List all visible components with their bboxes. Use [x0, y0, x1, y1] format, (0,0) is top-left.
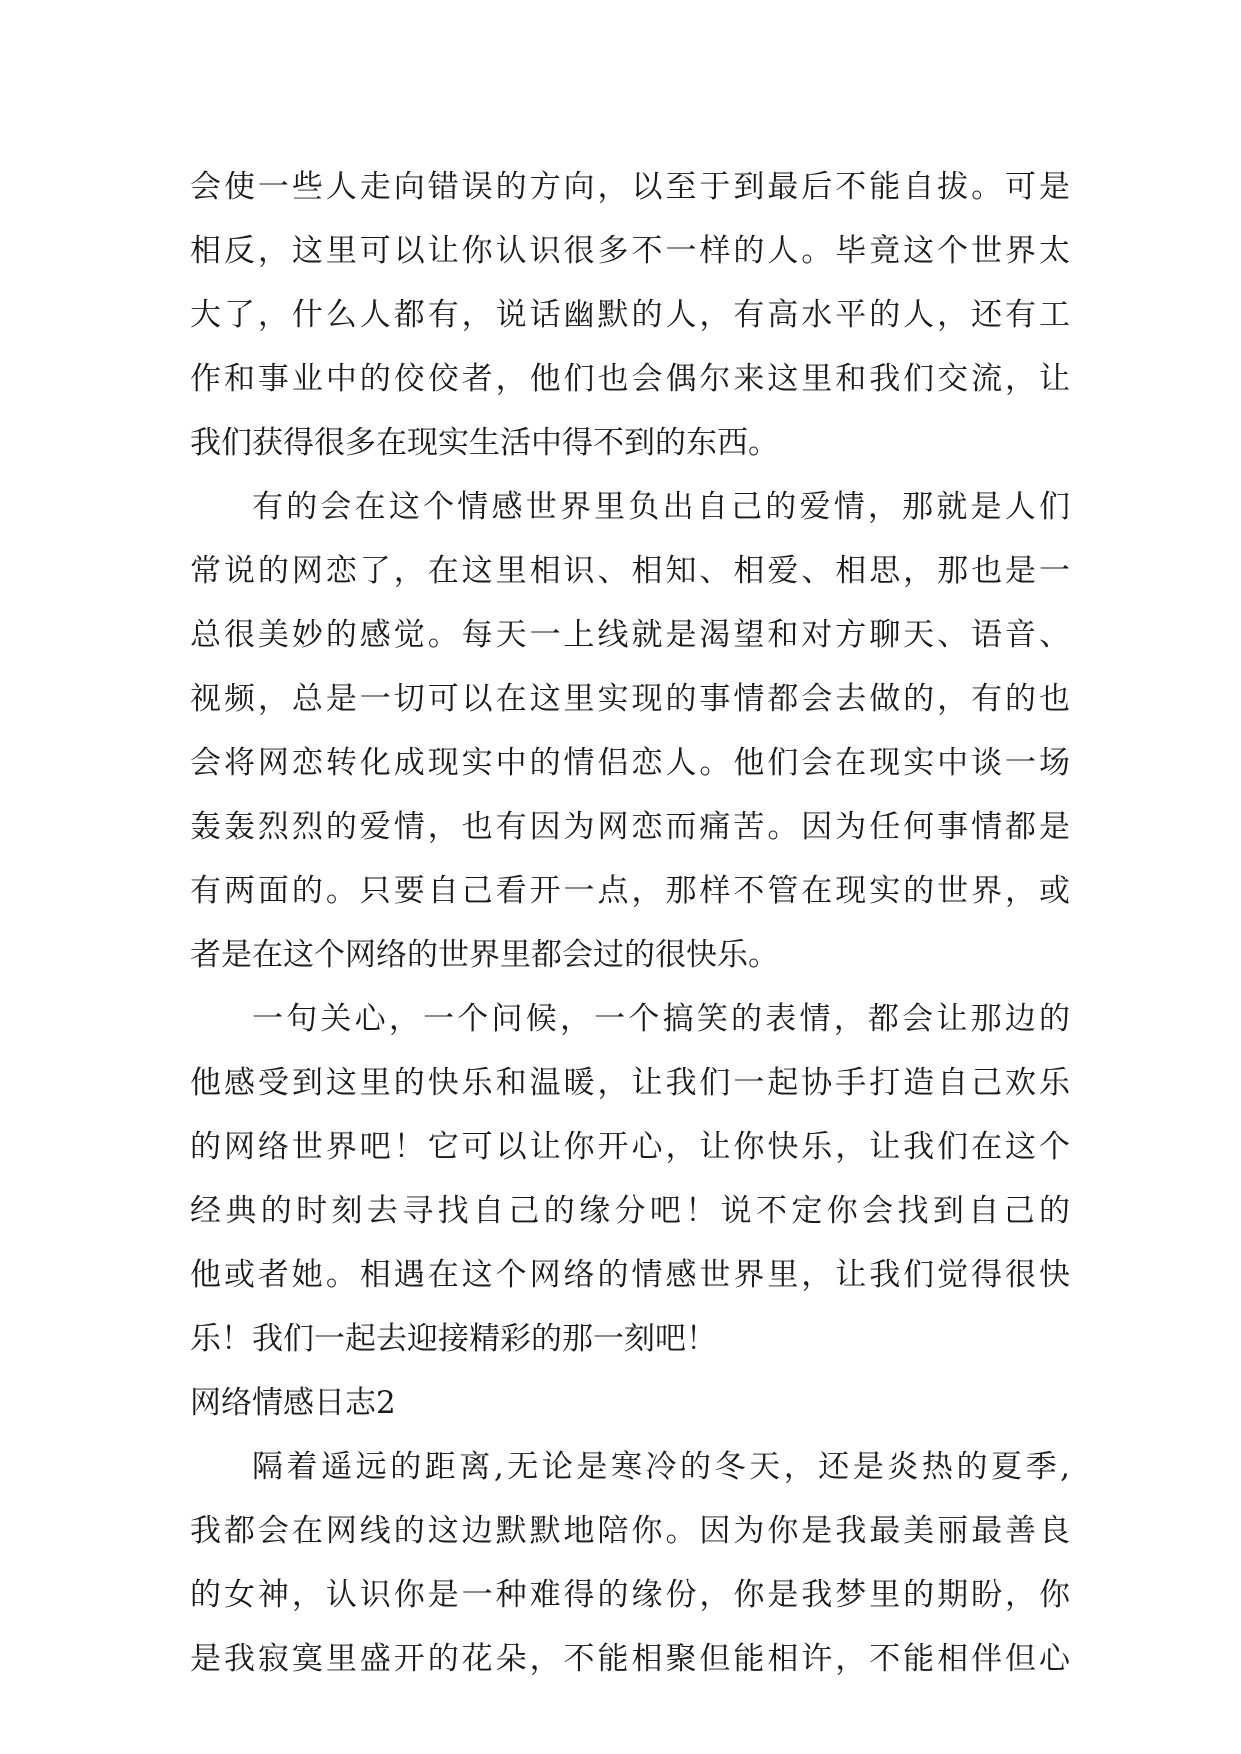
text-line: 轰轰烈烈的爱情，也有因为网恋而痛苦。因为任何事情都是 [190, 809, 1070, 845]
section-heading: 网络情感日志2 [190, 1385, 396, 1421]
text-line: 一句关心，一个问候，一个搞笑的表情，都会让那边的 [252, 1001, 1070, 1037]
text-line: 的女神，认识你是一种难得的缘份，你是我梦里的期盼，你 [190, 1577, 1070, 1613]
text-line: 他感受到这里的快乐和温暖，让我们一起协手打造自己欢乐 [190, 1065, 1070, 1101]
paragraph-4 [190, 1435, 1070, 1691]
text-line: 者是在这个网络的世界里都会过的很快乐。 [190, 937, 779, 973]
text-line: 相反，这里可以让你认识很多不一样的人。毕竟这个世界太 [190, 233, 1070, 269]
text-line: 会使一些人走向错误的方向，以至于到最后不能自拔。可是 [190, 169, 1070, 205]
paragraph-2 [190, 475, 1070, 987]
text-line: 我们获得很多在现实生活中得不到的东西。 [190, 425, 779, 461]
text-line: 总很美妙的感觉。每天一上线就是渴望和对方聊天、语音、 [190, 617, 1070, 653]
text-line: 他或者她。相遇在这个网络的情感世界里，让我们觉得很快 [190, 1257, 1070, 1293]
text-line: 大了，什么人都有，说话幽默的人，有高水平的人，还有工 [190, 297, 1070, 333]
text-line: 视频，总是一切可以在这里实现的事情都会去做的，有的也 [190, 681, 1070, 717]
text-line: 作和事业中的佼佼者，他们也会偶尔来这里和我们交流，让 [190, 361, 1070, 397]
text-line: 乐！我们一起去迎接精彩的那一刻吧！ [190, 1321, 717, 1357]
paragraph-3 [190, 987, 1070, 1371]
text-line: 的网络世界吧！它可以让你开心，让你快乐，让我们在这个 [190, 1129, 1070, 1165]
text-line: 是我寂寞里盛开的花朵，不能相聚但能相许，不能相伴但心 [190, 1641, 1070, 1677]
paragraph-1 [190, 155, 1070, 475]
text-line: 有两面的。只要自己看开一点，那样不管在现实的世界，或 [190, 873, 1070, 909]
text-line: 常说的网恋了，在这里相识、相知、相爱、相思，那也是一 [190, 553, 1070, 589]
document-body [190, 155, 1070, 1691]
text-line: 我都会在网线的这边默默地陪你。因为你是我最美丽最善良 [190, 1513, 1070, 1549]
text-line: 有的会在这个情感世界里负出自己的爱情，那就是人们 [252, 489, 1070, 525]
text-line: 会将网恋转化成现实中的情侣恋人。他们会在现实中谈一场 [190, 745, 1070, 781]
text-line: 经典的时刻去寻找自己的缘分吧！说不定你会找到自己的 [190, 1193, 1070, 1229]
text-line: 隔着遥远的距离,无论是寒冷的冬天，还是炎热的夏季, [252, 1449, 1070, 1485]
